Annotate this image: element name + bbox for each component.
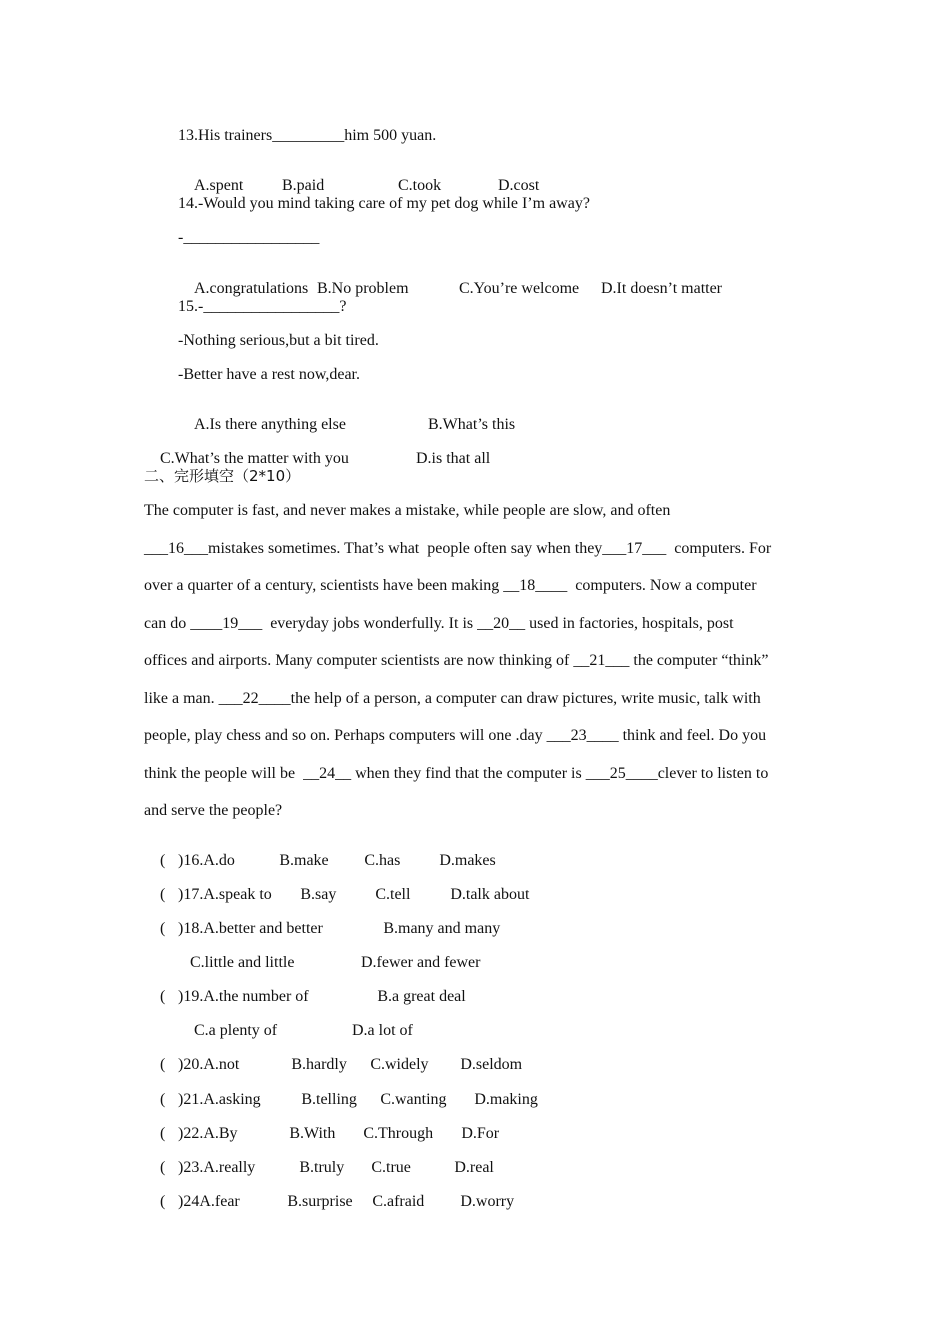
q19-option-a[interactable]: A.the number of [203,988,309,1005]
q14-option-c[interactable]: C.You’re welcome [459,280,580,297]
q16-option-c[interactable]: C.has [364,852,401,869]
q24-options [144,1178,514,1226]
q13-option-c[interactable]: C.took [398,177,442,194]
q14-reply-blank: -_________________ [178,229,320,246]
q15-stem: 15.-_________________? [178,298,347,315]
answer-paren[interactable]: ( [160,852,166,869]
q19-number: )19. [178,988,204,1005]
q21-option-a[interactable]: A.asking [203,1091,261,1108]
passage-line: think the people will be __24__ when they find that the computer is ___25____clever to listen to [144,765,769,782]
answer-paren[interactable]: ( [160,920,166,937]
q21-option-b[interactable]: B.telling [301,1091,357,1108]
q14-option-d[interactable]: D.It doesn’t matter [601,280,723,297]
q19-option-c[interactable]: C.a plenty of [194,1022,278,1039]
q23-option-d[interactable]: D.real [454,1159,494,1176]
q19-option-d[interactable]: D.a lot of [352,1022,413,1039]
answer-paren[interactable]: ( [160,988,166,1005]
answer-paren[interactable]: ( [160,1125,166,1142]
q16-option-a[interactable]: A.do [203,852,235,869]
q22-option-a[interactable]: A.By [203,1125,238,1142]
q24-option-a[interactable]: A.fear [199,1193,240,1210]
q14-stem: 14.-Would you mind taking care of my pet dog while I’m away? [178,195,590,212]
q16-option-b[interactable]: B.make [279,852,329,869]
q22-number: )22. [178,1125,204,1142]
q18-option-a[interactable]: A.better and better [203,920,323,937]
q17-number: )17. [178,886,204,903]
q20-number: )20. [178,1056,204,1073]
q20-option-b[interactable]: B.hardly [291,1056,347,1073]
q23-option-c[interactable]: C.true [371,1159,411,1176]
q14-option-b[interactable]: B.No problem [317,280,409,297]
section-heading: 二、完形填空（2*10） [144,467,301,485]
answer-paren[interactable]: ( [160,1193,166,1210]
q16-number: )16. [178,852,204,869]
q15-option-b[interactable]: B.What’s this [428,416,516,433]
q24-option-b[interactable]: B.surprise [287,1193,353,1210]
passage-line: offices and airports. Many computer scientists are now thinking of __21___ the computer “think” [144,652,769,669]
q24-number: )24 [178,1193,200,1210]
q19-option-b[interactable]: B.a great deal [377,988,466,1005]
answer-paren[interactable]: ( [160,886,166,903]
passage-line: ___16___mistakes sometimes. That’s what people often say when they___17___ computers. For [144,540,772,557]
q15-dialogue-line: -Nothing serious,but a bit tired. [178,332,379,349]
passage-line: over a quarter of a century, scientists have been making __18____ computers. Now a computer [144,577,757,594]
q22-option-d[interactable]: D.For [461,1125,500,1142]
q18-option-d[interactable]: D.fewer and fewer [361,954,481,971]
q21-number: )21. [178,1091,204,1108]
q23-number: )23. [178,1159,204,1176]
q20-option-c[interactable]: C.widely [370,1056,429,1073]
passage-line: people, play chess and so on. Perhaps computers will one .day ___23____ think and feel. Do you [144,727,767,744]
q20-option-d[interactable]: D.seldom [460,1056,523,1073]
q15-option-a[interactable]: A.Is there anything else [194,416,346,433]
q16-option-d[interactable]: D.makes [439,852,496,869]
passage-line: like a man. ___22____the help of a person, a computer can draw pictures, write music, talk with [144,690,761,707]
q15-option-c[interactable]: C.What’s the matter with you [160,450,349,467]
q24-option-d[interactable]: D.worry [460,1193,515,1210]
q17-option-b[interactable]: B.say [300,886,337,903]
passage-line: can do ____19___ everyday jobs wonderfully. It is __20__ used in factories, hospitals, post [144,615,734,632]
q17-option-a[interactable]: A.speak to [203,886,272,903]
q24-option-c[interactable]: C.afraid [372,1193,425,1210]
q18-option-c[interactable]: C.little and little [190,954,295,971]
q13-option-a[interactable]: A.spent [194,177,244,194]
q22-option-c[interactable]: C.Through [363,1125,434,1142]
q23-option-a[interactable]: A.really [203,1159,256,1176]
q17-option-c[interactable]: C.tell [375,886,411,903]
answer-paren[interactable]: ( [160,1056,166,1073]
q18-number: )18. [178,920,204,937]
q21-option-d[interactable]: D.making [474,1091,538,1108]
q13-stem: 13.His trainers_________him 500 yuan. [178,127,437,144]
q17-option-d[interactable]: D.talk about [450,886,530,903]
answer-paren[interactable]: ( [160,1159,166,1176]
q22-option-b[interactable]: B.With [289,1125,336,1142]
q20-option-a[interactable]: A.not [203,1056,240,1073]
q15-option-d[interactable]: D.is that all [416,450,491,467]
q13-option-d[interactable]: D.cost [498,177,540,194]
q18-option-b[interactable]: B.many and many [383,920,501,937]
q14-option-a[interactable]: A.congratulations [194,280,309,297]
q13-option-b[interactable]: B.paid [282,177,325,194]
q21-option-c[interactable]: C.wanting [380,1091,447,1108]
passage-line: and serve the people? [144,802,283,819]
passage-line: The computer is fast, and never makes a mistake, while people are slow, and often [144,502,671,519]
q15-dialogue-line: -Better have a rest now,dear. [178,366,360,383]
q23-option-b[interactable]: B.truly [299,1159,345,1176]
answer-paren[interactable]: ( [160,1091,166,1108]
